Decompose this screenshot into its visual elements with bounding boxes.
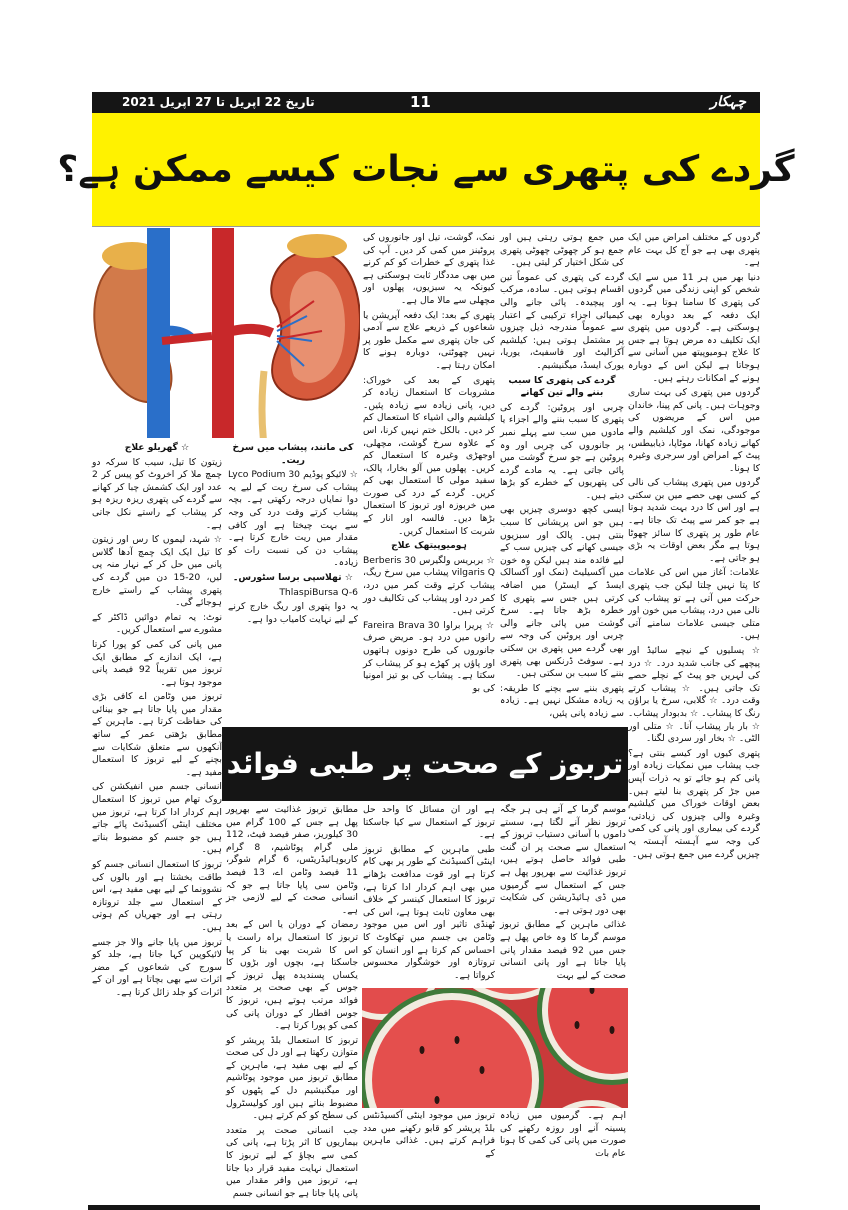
paragraph: گردے کی پتھری کا سبب بننے والے تین کھانے	[508, 374, 616, 399]
paragraph: پتھری کیوں اور کیسے بنتی ہے؟ جب پیشاب میں نمکیات زیادہ اور پانی کم ہو جائے تو یہ ذرات آپس میں جڑ کر پتھری بنا لیتے ہیں۔ بعض اوقات خوراک میں کیلشیم وغیرہ والی چیزوں کی زیادتی، گردے کی بیماری اور پانی کی کمی کی وجہ سے آہستہ آہستہ یہ چیزیں گردے میں جمع ہوتی ہیں۔	[628, 747, 760, 860]
watermelon-headline-box	[222, 727, 628, 801]
page-number: 11	[410, 93, 431, 111]
watermelon-article-column-2	[363, 804, 495, 984]
paragraph: زیتون کا تیل، سیب کا سرکہ دو چمچ ملا کر اخروٹ کو پیس کر 2 عدد اور ایک کشمش چبا کر کھانے سے گردے کی پتھری ریزہ ریزہ ہو کر پیشاب کے راستے نکل جاتی ہے۔	[92, 456, 222, 531]
watermelon-photo	[362, 988, 628, 1108]
paragraph: ☆ گھریلو علاج	[124, 442, 190, 453]
paragraph: ایسی کچھ دوسری چیزیں بھی ہیں جو اس پریشانی کا سبب بنتی ہیں۔ پالک اور سبزیوں جیسی کھانے کی چیزیں سب کے لیے فائدہ مند ہیں لیکن وہ خون میں آکسیلیٹ (نمک اور آکسالک ایسڈ کے ایسٹر) میں اضافہ کرتی ہیں جس سے پتھری کا خطرہ بڑھ جاتا ہے۔ سرخ گوشت میں پائی جانے والی چربی اور پروٹین کی وجہ سے بھی گردے میں پتھری بن سکتی ہے۔ سوفٹ ڈرنکس بھی پتھری بننے کا سبب بن سکتی ہیں۔	[500, 504, 624, 680]
newspaper-logo: چہکار	[710, 94, 746, 110]
watermelon-article-column-3	[226, 804, 358, 1202]
kidney-article-column-4	[228, 442, 358, 628]
page-header-bar	[92, 92, 760, 113]
paragraph: ☆ لائیکو پوڈیم Lyco Podium 30 پیشاب کی سرخ ریت کے لیے یہ دوا نمایاں درجہ رکھتی ہے۔ بچہ پیشاب کرتے وقت درد کی وجہ سے بہت چیختا ہے اور کافی مقدار میں ریت خارج کرتا ہے۔ پیشاب دن کی نسبت رات کو زیادہ۔	[228, 469, 358, 569]
paragraph: اہم ہے۔ گرمیوں میں زیادہ پسینہ آنے اور روزہ رکھنے کی صورت میں پانی کی کمی کا ہونا عام بات	[500, 1110, 626, 1159]
watermelon-headline: تربوز کے صحت پر طبی فوائد	[226, 747, 624, 780]
paragraph: جب انسانی صحت پر متعدد بیماریوں کا اثر پڑتا ہے، پانی کی کمی سے بچاؤ کے لیے تربوز کا استعمال نہایت مفید قرار دیا جاتا ہے، تربوز میں وافر مقدار میں پانی پایا جاتا ہے جو انسانی جسم	[226, 1124, 358, 1199]
paragraph: ہومیوپیتھک علاج	[391, 540, 467, 552]
paragraph: علامات: آغاز میں اس کی علامات کا پتا نہیں چلتا لیکن جب پتھری حرکت میں آتی ہے تو پیشاب کی نالی میں درد، پیشاب میں خون اور متلی جیسی علامات سامنے آتی ہیں۔	[628, 567, 760, 642]
paragraph: ہے اور ان مسائل کا واحد حل تربوز کے استعمال سے کیا جاسکتا ہے۔	[363, 804, 495, 841]
paragraph: پتھری کے بعد کی خوراک: مشروبات کا استعمال زیادہ کر دیں، پانی زیادہ سے زیادہ پئیں۔ کیلشیم والی اشیاء کا استعمال کم کر دیں۔ بالکل ختم نہیں کرنا، اس کے علاوہ سرخ گوشت، مچھلی، اوجھڑی وغیرہ کا استعمال کم کریں۔ پھلوں میں آلو بخارا، پالک، سفید مولی کا استعمال بھی کم کریں۔ گردے کے درد کی صورت میں خربوزہ اور تربوز کا استعمال بڑھا دیں۔ فالسہ اور انار کے شربت کا استعمال کریں۔	[363, 374, 495, 537]
paragraph: ThlaspiBursa Q-6	[279, 586, 358, 598]
paragraph: تربوز میں پایا جانے والا جز جسے لائیکوپین کہا جاتا ہے، جلد کو سورج کی شعاعوں کے مضر اثرات سے بھی بچاتا ہے اور ان کے اثرات کو جلد زائل کرتا ہے۔	[92, 936, 222, 998]
paragraph: انسانی جسم میں انفیکشن کی روک تھام میں تربوز کا استعمال اہم کردار ادا کرتا ہے، تربوز میں مختلف اینٹی آکسیڈنٹ پائے جاتے ہیں جو جسم کو مضبوط بناتے ہیں۔	[92, 781, 222, 856]
paragraph: گردے کی پتھری کی عموماً تین اقسام ہوتی ہیں۔ سادہ، مرکب اور پیچیدہ۔ پائی جانے والی کیمیائی اجزاء ترکیبی کے اعتبار سے عموماً مندرجہ ذیل چیزوں پر مشتمل ہوتی ہیں: کیلشیم آکزالیٹ اور فاسفیٹ، یوریا، یورک ایسڈ، میگنیشیم۔	[500, 271, 624, 371]
paragraph: رمضان کے دوران یا اس کے بعد تربوز کا استعمال براہ راست یا اس کا شربت بھی بنا کر پیا جاسکتا ہے، بچوں اور بڑوں کا یکساں پسندیدہ پھل تربوز کے جوس کے بھی صحت پر متعدد فوائد مرتب ہوتے ہیں، تربوز کا جوس افطار کے دوران پانی کی کمی کو پورا کرتا ہے۔	[226, 919, 358, 1032]
main-headline: گردے کی پتھری سے نجات کیسے ممکن ہے؟	[57, 148, 795, 190]
bottom-rule	[88, 1205, 760, 1210]
paragraph: موسم گرما کے آتے ہی ہر جگہ تربوز نظر آنے لگتا ہے، سستے داموں با آسانی دستیاب تربوز کے استعمال سے صحت پر ان گنت طبی فوائد حاصل ہوتے ہیں، تربوز غذائیت سے بھرپور پھل ہے جس کے استعمال سے گرمیوں میں ڈی ہائیڈریشن کی شکایت بھی دور ہوتی ہے۔	[500, 804, 626, 916]
paragraph: طبی ماہرین کے مطابق تربوز اینٹی آکسیڈنٹ کے طور پر بھی کام کرتا ہے اور قوت مدافعت بڑھانے میں بھی اہم کردار ادا کرتا ہے، تربوز کا استعمال کینسر کے خلاف بھی معاون ثابت ہوتا ہے، اس کی ٹھنڈی تاثیر اور اس میں موجود وٹامن بی جسم میں تھکاوٹ کا احساس کم کرتا ہے اور انسان کو تروتازہ اور خوشگوار محسوس کرواتا ہے۔	[363, 843, 495, 981]
paragraph: میں پانی کی کمی کو پورا کرتا ہے، ایک اندازے کے مطابق ایک تربوز میں تقریباً 92 فیصد پانی موجود ہوتا ہے۔	[92, 638, 223, 688]
paragraph: غذائی ماہرین کے مطابق تربوز موسم گرما کا وہ خاص پھل ہے جس میں 92 فیصد مقدار پانی پایا جاتا ہے اور پانی انسانی صحت کے لیے بہت	[500, 919, 626, 981]
paragraph: کی مانند، پیشاب میں سرخ ریت۔	[232, 442, 354, 466]
watermelon-article-bottom-right	[500, 1110, 626, 1162]
paragraph: میں جمع ہوتی رہتی ہیں اور جمع ہو کر چھوٹی چھوٹی پتھری کی شکل اختیار کر لیتی ہیں۔	[500, 232, 624, 269]
paragraph: تربوز کا استعمال بلڈ پریشر کو متوازن رکھتا ہے اور دل کی صحت کے لیے بھی مفید ہے، ماہرین کے مطابق تربوز میں موجود پوٹاشیم اور میگنیشیم دل کے پٹھوں کو مضبوط بناتے ہیں اور کولیسٹرول کی سطح کو کم کرتے ہیں۔	[226, 1034, 358, 1122]
paragraph: تربوز میں موجود اینٹی آکسیڈنٹس بلڈ پریشر کو قابو رکھنے میں مدد فراہم کرتے ہیں۔ غذائی ماہرین کے	[363, 1110, 495, 1159]
headline-band	[57, 113, 795, 226]
paragraph: چربی اور پروٹین: گردے کی پتھری کا سبب بننے والے اجزاء یا مادوں میں سب سے پہلے نمبر پر جانوروں کی چربی اور وہ پروٹین ہے جو سرخ گوشت میں پائی جاتی ہے۔ یہ مادے گردے کی پتھریوں کے خطرے کو بڑھا دیتے ہیں۔	[500, 401, 624, 501]
divider	[92, 226, 760, 227]
paragraph: پتھری کے بعد: ایک دفعہ آپریشن یا شعاعوں کے ذریعے علاج سے آدمی کی جان پتھری سے مکمل طور پر نہیں چھوٹتی، دوبارہ ہونے کا امکان رہتا ہے۔	[363, 309, 495, 371]
paragraph: گردوں میں پتھری کی بہت ساری وجوہات ہیں۔ پانی کم پینا، خاندان میں اس کے مریضوں کی موجودگی، نمک اور کیلشیم والے کھانے زیادہ کھانا، موٹاپا، ذیابیطس، پیٹ کے امراض اور سرجری وغیرہ کا ہونا۔	[628, 387, 760, 474]
paragraph: ☆ تھلاسپی برسا سٹورس۔	[233, 571, 353, 583]
paragraph: گردوں میں پتھری پیشاب کی نالی کے کسی بھی حصے میں بن سکتی ہے اور اس کا درد بہت شدید ہوتا ہے جو کمر سے پیٹ تک جاتا ہے۔ عام طور پر پتھری کا سائز چھوٹا ہوتا ہے مگر بعض اوقات یہ بڑی ہو جاتی ہے۔	[628, 477, 760, 564]
paragraph: پتھری بننے سے بچنے کا طریقہ: یہ زیادہ مشکل نہیں ہے۔ زیادہ سے زیادہ پانی پئیں،	[500, 682, 624, 719]
issue-date: تاریخ 22 اپریل تا 27 اپریل 2021	[122, 95, 315, 109]
paragraph: ☆ پریرا براوا Fareira Brava 30 رانوں میں درد ہو۔ مریض صرف جانوروں کی طرح دونوں ہاتھوں اور پاؤں پر کھڑے ہو کر پیشاب کر سکتا ہے۔ پیشاب کی بو تیز امونیا کی بو	[363, 619, 495, 694]
paragraph: یہ دوا پتھری اور ریگ خارج کرنے کے لیے نہایت کامیاب دوا ہے۔	[228, 601, 358, 625]
watermelon-article-column-1	[500, 804, 626, 984]
kidney-article-column-5	[92, 442, 222, 1002]
paragraph: گردوں کے مختلف امراض میں ایک پتھری بھی ہے جو آج کل بہت عام ہے۔	[628, 232, 760, 269]
paragraph: تربوز میں وٹامن اے کافی بڑی مقدار میں پایا جاتا ہے جو بینائی کی حفاظت کرتا ہے۔ ماہرین کے مطابق بڑھتی عمر کے ساتھ آنکھوں سے متعلق شکایات سے بچنے کے لیے تربوز کا استعمال مفید ہے۔	[92, 691, 222, 778]
paragraph: مطابق تربوز غذائیت سے بھرپور پھل ہے جس کے 100 گرام میں 30 کیلوریز، صفر فیصد فیٹ، 112 ملی گرام پوٹاشیم، 8 گرام کاربوہائیڈریٹس، 6 گرام شوگر، 11 فیصد وٹامن اے، 13 فیصد وٹامن سی پایا جاتا ہے جو کہ انسانی صحت کے لیے لازمی جز ہے۔	[226, 804, 358, 916]
kidney-illustration	[92, 228, 360, 438]
kidney-article-column-3	[363, 232, 495, 697]
watermelon-article-bottom-left	[363, 1110, 495, 1162]
paragraph: تربوز کا استعمال انسانی جسم کو طاقت بخشتا ہے اور بالوں کی نشوونما کے لیے بھی مفید ہے، اس کے استعمال سے جلد تروتازہ رہتی ہے اور جھریاں کم ہوتی ہیں۔	[92, 859, 222, 933]
paragraph: نمک، گوشت، تیل اور جانوروں کی پروٹینز میں کمی کر دیں۔ آپ کی غذا پتھری کے خطرات کو کم کرنے میں بھی مددگار ثابت ہوسکتی ہے کیونکہ یہ سبزیوں، پھلوں اور مچھلی سے مالا مال ہے۔	[363, 232, 495, 306]
paragraph: ☆ شہد، لیموں کا رس اور زیتون کا تیل ایک ایک چمچ آدھا گلاس پانی میں حل کر کے نہار منہ پی لیں، 20-15 دن میں گردے کی پتھری پیشاب کے راستے خارج ہوجائے گی۔	[92, 534, 222, 609]
paragraph: دنیا بھر میں ہر 11 میں سے ایک شخص کو اپنی زندگی میں گردوں کی پتھری کا سامنا ہوتا ہے۔ یہ ایک دفعہ کے بعد دوبارہ بھی ہوسکتی ہے۔ گردوں میں پتھری ایک تکلیف دہ مرض ہوتا ہے جس کا علاج ہومیوپیتھ میں آسانی سے ہوجاتا ہے لیکن اس کے دوبارہ ہونے کے امکانات رہتے ہیں۔	[628, 271, 760, 384]
paragraph: ☆ پسلیوں کے نیچے سائیڈ اور پیچھے کی جانب شدید درد۔ ☆ درد کی لہریں جو پیٹ کے نچلے حصے تک جاتی ہیں۔ ☆ پیشاب کرتے وقت درد۔ ☆ گلابی، سرخ یا براؤن رنگ کا پیشاب۔ ☆ بدبودار پیشاب۔ ☆ بار بار پیشاب آنا۔ ☆ متلی اور الٹی۔ ☆ بخار اور سردی لگنا۔	[628, 645, 760, 745]
kidney-article-column-1	[628, 232, 760, 863]
paragraph: ☆ بربریس ولگیرس 30 Berberis vilgaris Q پیشاب میں سرخ ریگ، پیشاب کرتے وقت کمر میں درد، کمر درد اور پیشاب کی تکالیف دور کرتی ہیں۔	[363, 554, 495, 617]
kidney-article-column-2	[500, 232, 624, 723]
paragraph: نوٹ: یہ تمام دوائیں ڈاکٹر کے مشورے سے استعمال کریں۔	[92, 611, 222, 636]
